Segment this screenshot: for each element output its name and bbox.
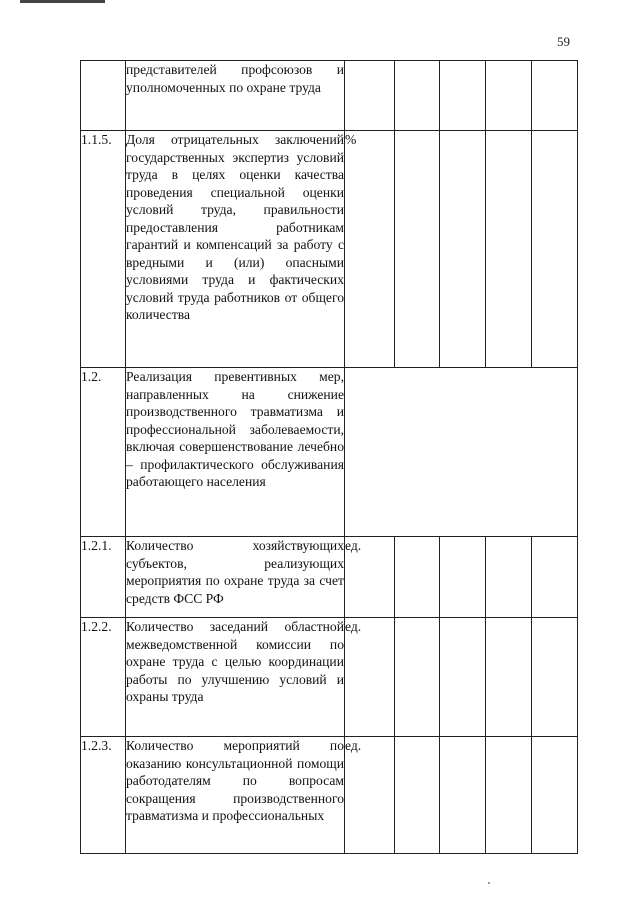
value-cell (532, 537, 578, 618)
row-number: 1.2.1. (81, 537, 126, 618)
value-cell (486, 131, 532, 368)
unit-cell: ед. (345, 537, 395, 618)
value-cell (395, 737, 440, 854)
indicators-table (80, 60, 578, 854)
row-number: 1.2.2. (81, 618, 126, 737)
table-row (81, 537, 578, 618)
value-cell (440, 537, 486, 618)
value-cell (486, 618, 532, 737)
indicator-name: Количество мероприятий по оказанию консультационной помощи работодателям по вопросам сокращения производственного травматизма и профессиональных (126, 737, 345, 854)
value-cell (532, 61, 578, 131)
scan-speck (488, 882, 490, 884)
indicator-name: представителей профсоюзов и уполномоченных по охране труда (126, 61, 345, 131)
value-cell (532, 131, 578, 368)
value-cell (532, 618, 578, 737)
table-row (81, 61, 578, 131)
table-row (81, 131, 578, 368)
indicator-name: Количество хозяйствующих субъектов, реализующих мероприятия по охране труда за счет средств ФСС РФ (126, 537, 345, 618)
value-cell (532, 737, 578, 854)
value-cell (440, 618, 486, 737)
row-number (81, 61, 126, 131)
table-row (81, 737, 578, 854)
value-cell (440, 61, 486, 131)
value-cell (486, 537, 532, 618)
unit-cell: ед. (345, 618, 395, 737)
indicator-name: Доля отрицательных заключений государственных экспертиз условий труда в целях оценки качества проведения специальной оценки условий труда, правильности предоставления работникам гарантий и компенсаций за работу с вредными и (или) опасными условиями труда и фактических условий труда работников от общего количества (126, 131, 345, 368)
value-cell (395, 131, 440, 368)
unit-cell: ед. (345, 737, 395, 854)
value-cell (395, 618, 440, 737)
top-rule (20, 0, 105, 3)
table-row (81, 368, 578, 537)
row-number: 1.1.5. (81, 131, 126, 368)
value-cell (395, 61, 440, 131)
indicator-name: Количество заседаний областной межведомственной комиссии по охране труда с целью координации работы по улучшению условий и охраны труда (126, 618, 345, 737)
unit-cell (345, 61, 395, 131)
merged-empty-cell (345, 368, 578, 537)
value-cell (440, 131, 486, 368)
table-row (81, 618, 578, 737)
row-number: 1.2. (81, 368, 126, 537)
value-cell (486, 737, 532, 854)
value-cell (486, 61, 532, 131)
unit-cell: % (345, 131, 395, 368)
page-number: 59 (557, 34, 570, 49)
value-cell (440, 737, 486, 854)
indicator-name: Реализация превентивных мер, направленных на снижение производственного травматизма и профессиональной заболеваемости, включая совершенствование лечебно – профилактического обслуживания работающего населения (126, 368, 345, 537)
row-number: 1.2.3. (81, 737, 126, 854)
value-cell (395, 537, 440, 618)
